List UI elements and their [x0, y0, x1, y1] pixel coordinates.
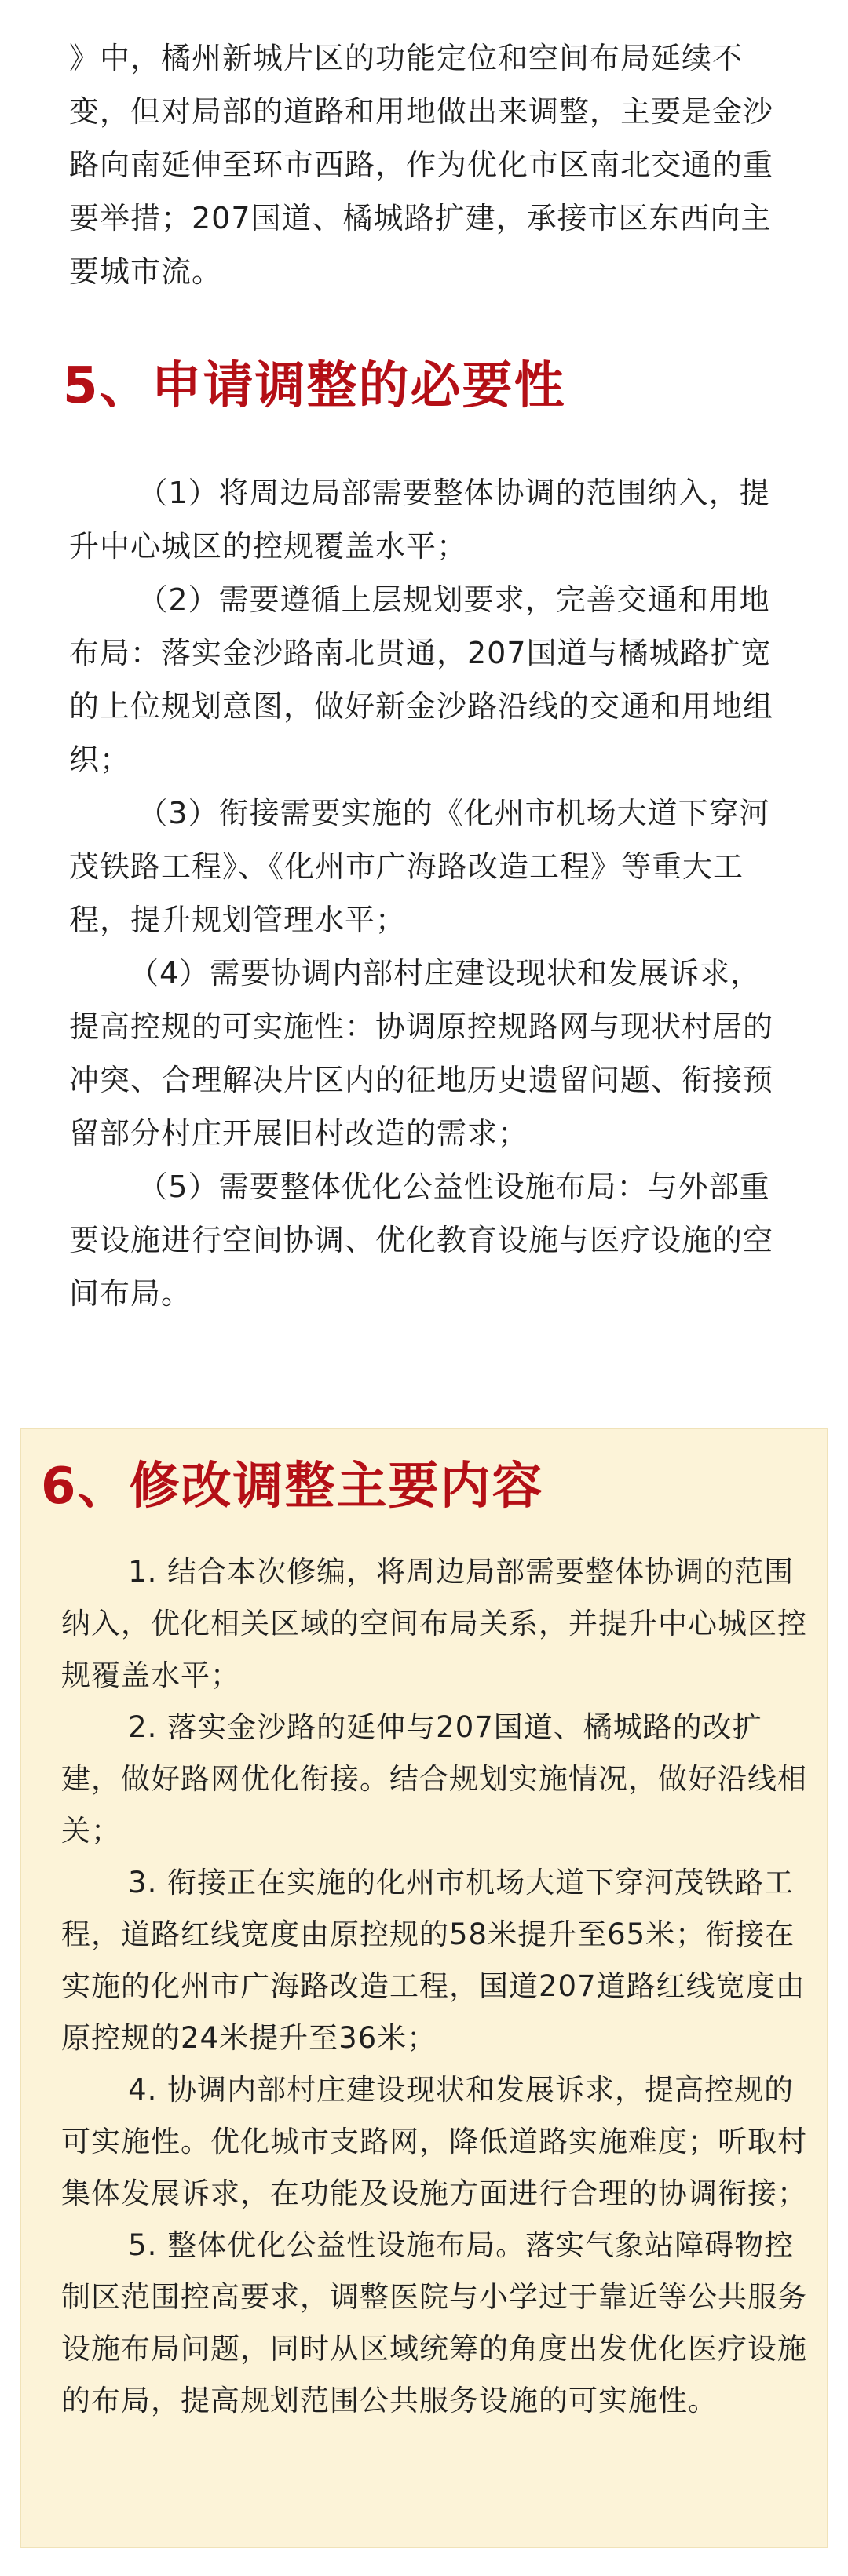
section-6-item-2: 2. 落实金沙路的延伸与207国道、橘城路的改扩建，做好路网优化衔接。结合规划实施情况，做好沿线相关；	[61, 1710, 807, 1848]
section-6-heading: 6、修改调整主要内容	[41, 1458, 544, 1516]
section-5-item-3: （3）衔接需要实施的《化州市机场大道下穿河茂铁路工程》、《化州市广海路改造工程》等重大工程，提升规划管理水平；	[69, 796, 770, 937]
section-5-content	[69, 466, 791, 1320]
top-paragraph: 》中，橘州新城片区的功能定位和空间布局延续不变，但对局部的道路和用地做出来调整，主要是金沙路向南延伸至环市西路，作为优化市区南北交通的重要举措；207国道、橘城路扩建，承接市区东西向主要城市流。	[69, 41, 774, 289]
section-6-item-3: 3. 衔接正在实施的化州市机场大道下穿河茂铁路工程，道路红线宽度由原控规的58米提升至65米；衔接在实施的化州市广海路改造工程，国道207道路红线宽度由原控规的24米提升至36米；	[61, 1866, 806, 2055]
section-5-item-1: （1）将周边局部需要整体协调的范围纳入，提升中心城区的控规覆盖水平；	[69, 476, 770, 564]
section-6-content	[61, 1546, 807, 2427]
section-5-item-2: （2）需要遵循上层规划要求，完善交通和用地布局：落实金沙路南北贯通，207国道与橘城路扩宽的上位规划意图，做好新金沙路沿线的交通和用地组织；	[69, 582, 774, 777]
section-6-item-5: 5. 整体优化公益性设施布局。落实气象站障碍物控制区范围控高要求，调整医院与小学过于靠近等公共服务设施布局问题，同时从区域统筹的角度出发优化医疗设施的布局，提高规划范围公共服务设施的可实施性。	[61, 2228, 807, 2417]
section-5-item-5: （5）需要整体优化公益性设施布局：与外部重要设施进行空间协调、优化教育设施与医疗设施的空间布局。	[69, 1169, 774, 1311]
section-5-heading: 5、申请调整的必要性	[63, 357, 566, 415]
top-section	[69, 31, 776, 298]
section-6-item-4: 4. 协调内部村庄建设现状和发展诉求，提高控规的可实施性。优化城市支路网，降低道路实施难度；听取村集体发展诉求，在功能及设施方面进行合理的协调衔接；	[61, 2073, 807, 2210]
section-6-item-1: 1. 结合本次修编，将周边局部需要整体协调的范围纳入，优化相关区域的空间布局关系，并提升中心城区控规覆盖水平；	[61, 1555, 807, 1692]
section-5-item-4: （4）需要协调内部村庄建设现状和发展诉求，提高控规的可实施性：协调原控规路网与现状村居的冲突、合理解决片区内的征地历史遗留问题、衔接预留部分村庄开展旧村改造的需求；	[69, 956, 774, 1151]
